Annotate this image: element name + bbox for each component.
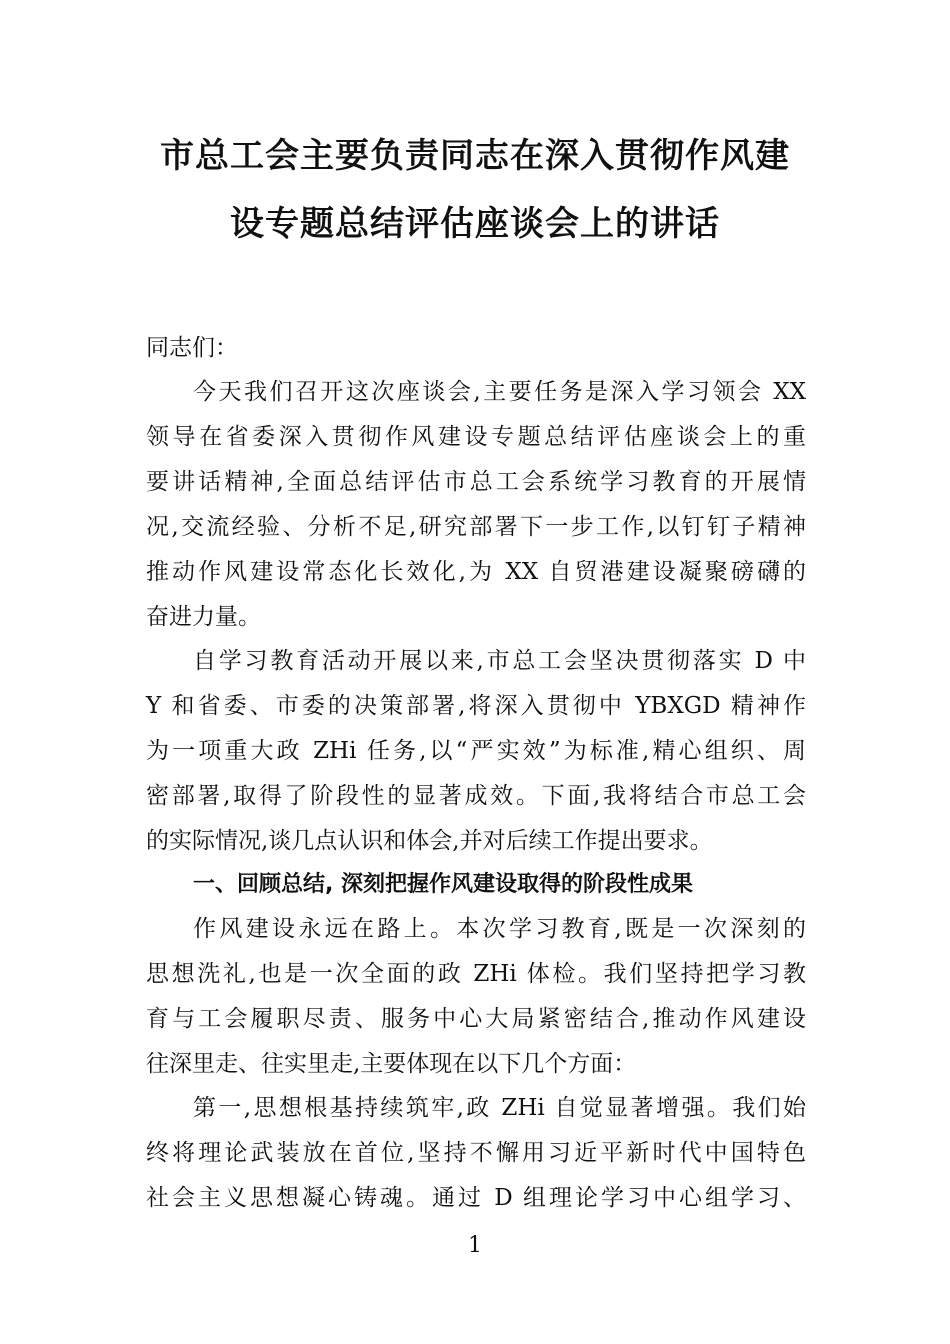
text-line: 要讲话精神,全面总结评估市总工会系统学习教育的开展情 xyxy=(146,469,806,495)
text-line: 作风建设永远在路上。本次学习教育,既是一次深刻的 xyxy=(193,916,806,942)
text-line: 第一,思想根基持续筑牢,政 ZHi 自觉显著增强。我们始 xyxy=(193,1095,806,1121)
document-title-line-2: 设专题总结评估座谈会上的讲话 xyxy=(230,204,720,244)
text-line: 自学习教育活动开展以来,市总工会坚决贯彻落实 D 中 xyxy=(193,648,806,674)
text-line: 的实际情况,谈几点认识和体会,并对后续工作提出要求。 xyxy=(146,828,713,854)
text-line: 终将理论武装放在首位,坚持不懈用习近平新时代中国特色 xyxy=(146,1140,806,1166)
text-line: 奋进力量。 xyxy=(146,604,261,630)
text-line: 社会主义思想凝心铸魂。通过 D 组理论学习中心组学习、 xyxy=(146,1185,806,1211)
document-title-line-1: 市总工会主要负责同志在深入贯彻作风建 xyxy=(160,136,790,176)
text-line: 领导在省委深入贯彻作风建设专题总结评估座谈会上的重 xyxy=(146,424,806,450)
text-line: 育与工会履职尽责、服务中心大局紧密结合,推动作风建设 xyxy=(146,1006,806,1032)
text-line: 推动作风建设常态化长效化,为 XX 自贸港建设凝聚磅礴的 xyxy=(146,559,806,585)
salutation: 同志们： xyxy=(146,335,238,361)
text-line: 为一项重大政 ZHi 任务,以“严实效”为标准,精心组织、周 xyxy=(146,738,806,764)
text-line: Y 和省委、市委的决策部署,将深入贯彻中 YBXGD 精神作 xyxy=(146,693,806,719)
text-line: 密部署,取得了阶段性的显著成效。下面,我将结合市总工会 xyxy=(146,783,806,809)
section-heading: 一、回顾总结, 深刻把握作风建设取得的阶段性成果 xyxy=(193,872,694,897)
page-number: 1 xyxy=(468,1233,482,1258)
text-line: 今天我们召开这次座谈会,主要任务是深入学习领会 XX xyxy=(193,379,806,405)
text-line: 往深里走、往实里走,主要体现在以下几个方面： xyxy=(146,1051,637,1077)
text-line: 思想洗礼,也是一次全面的政 ZHi 体检。我们坚持把学习教 xyxy=(146,961,806,987)
text-line: 况,交流经验、分析不足,研究部署下一步工作,以钉钉子精神 xyxy=(146,514,806,540)
